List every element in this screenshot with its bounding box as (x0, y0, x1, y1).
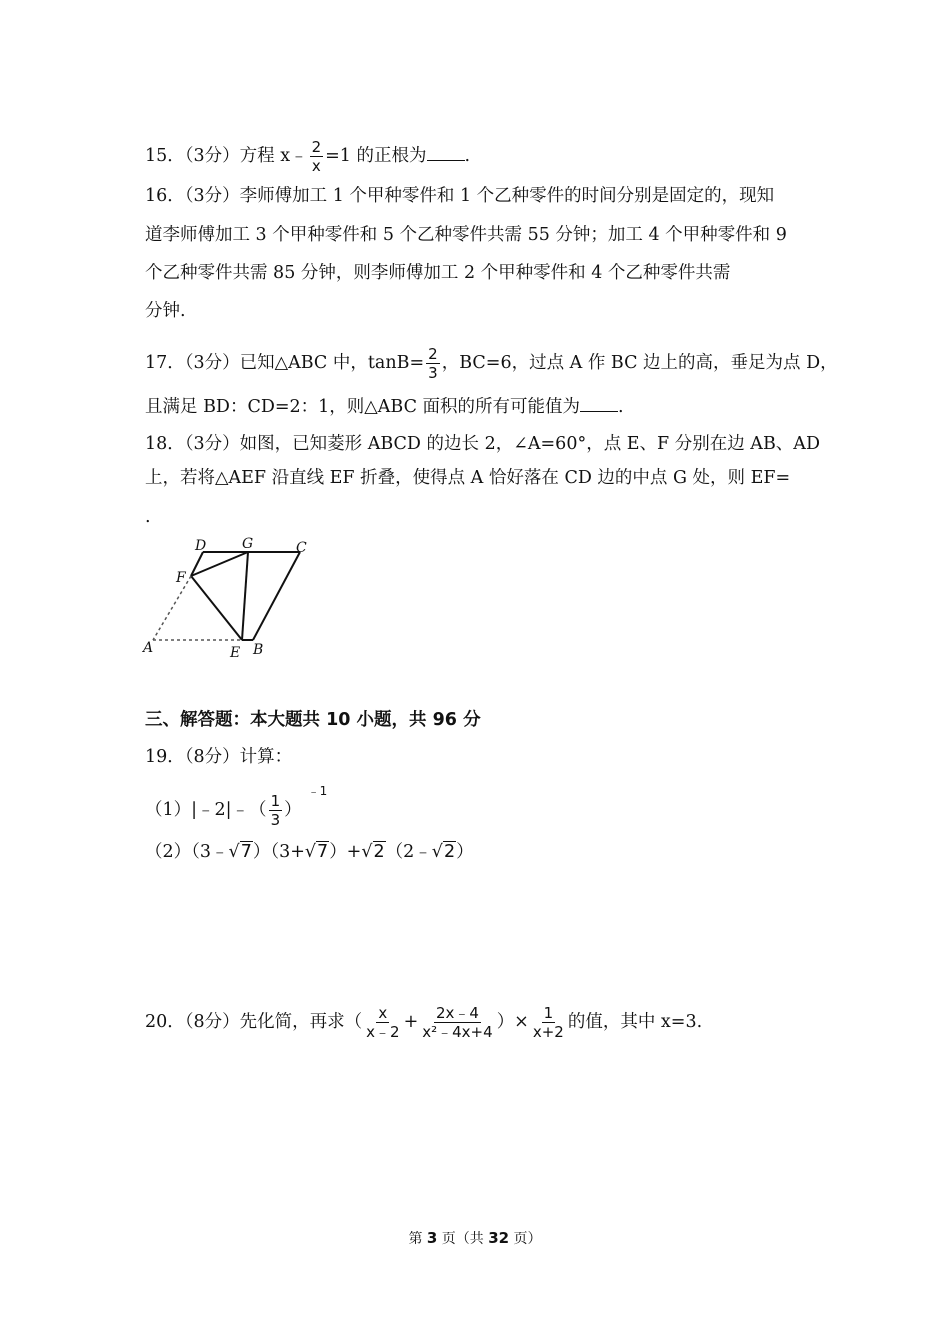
q17-frac-den: 3 (428, 364, 438, 382)
q19-p1-num: 1 (270, 792, 281, 810)
label-c: C (296, 540, 307, 556)
q20-plus: + (403, 1012, 419, 1032)
q15-answer-blank (427, 146, 465, 161)
q17-line-2-text: 且满足 BD：CD=2：1，则△ABC 面积的所有可能值为 (145, 397, 581, 417)
section-3-heading: 三、解答题：本大题共 10 小题，共 96 分 (145, 710, 481, 730)
q17-text-post: ，BC=6，过点 A 作 BC 边上的高，垂足为点 D， (441, 353, 838, 373)
footer-pre: 第 (408, 1231, 427, 1247)
q17-line-2 (145, 395, 624, 419)
question-20 (145, 1004, 702, 1041)
sqrt-2-b-radicand: 2 (443, 842, 456, 862)
sqrt-2-a: √2 (361, 842, 385, 862)
q18-line-3: . (145, 507, 151, 527)
q15-fraction (310, 138, 324, 175)
q16-line-3: 个乙种零件共需 85 分钟，则李师傅加工 2 个甲种零件和 4 个乙种零件共需 (145, 263, 731, 283)
q17-fraction (426, 345, 440, 382)
label-d: D (195, 538, 207, 554)
q19-p2-a: （2）（3﹣ (145, 842, 229, 862)
q19-p2-c: ）（3+ (252, 842, 305, 862)
q20-f3-num: 1 (543, 1004, 554, 1022)
edge-cb (253, 552, 300, 640)
q17-answer-blank (580, 397, 618, 412)
q16-line-2: 道李师傅加工 3 个甲种零件和 5 个乙种零件共需 55 分钟；加工 4 个甲种零件和 9 (145, 225, 787, 245)
q17-frac-num: 2 (428, 345, 438, 363)
question-15 (145, 138, 470, 175)
q20-f1-den: x﹣2 (366, 1023, 400, 1041)
q20-fraction-2 (420, 1004, 494, 1041)
q19-p1-den: 3 (270, 811, 281, 829)
edge-ge (242, 552, 248, 640)
sqrt-7-a: √7 (228, 842, 252, 862)
label-e: E (230, 645, 241, 660)
q18-line-1: 18．（3分）如图，已知菱形 ABCD 的边长 2，∠A=60°，点 E、F 分别在边 AB、AD (145, 434, 820, 454)
q20-fraction-3 (531, 1004, 566, 1041)
q19-part-1 (145, 784, 328, 829)
q20-post: 的值，其中 x=3. (567, 1012, 703, 1032)
sqrt-7-b-radicand: 7 (317, 842, 329, 862)
q15-frac-den: x (311, 157, 321, 175)
q19-p1-fraction (269, 792, 283, 829)
q20-pre: 20．（8分）先化简，再求（ (145, 1012, 363, 1032)
rhombus-figure (140, 530, 330, 660)
q19-p1-post: ） (284, 800, 302, 820)
q19-part-2 (145, 840, 474, 864)
q20-times: ）× (496, 1012, 529, 1032)
q16-line-4: 分钟. (145, 301, 186, 321)
sqrt-7-b: √7 (304, 842, 329, 862)
q20-f2-num: 2x﹣4 (435, 1004, 479, 1022)
q20-f2-den: x²﹣4x+4 (422, 1023, 493, 1041)
edge-fe (191, 576, 242, 640)
label-f: F (176, 570, 186, 586)
sqrt-7-a-radicand: 7 (240, 842, 252, 862)
q20-f1-num: x (378, 1004, 388, 1022)
page-footer (0, 1228, 950, 1248)
q19-title: 19．（8分）计算： (145, 747, 293, 767)
q19-p1-exponent: ﹣1 (307, 784, 328, 798)
q19-p2-e: ）+ (329, 842, 362, 862)
label-g: G (242, 536, 254, 552)
label-b: B (253, 642, 264, 658)
q20-fraction-1 (364, 1004, 401, 1041)
q15-text-pre: 15．（3分）方程 x﹣ (145, 146, 308, 166)
q20-f3-den: x+2 (532, 1023, 564, 1041)
sqrt-2-b: √2 (431, 842, 456, 862)
q19-p2-i: ） (456, 842, 474, 862)
q17-end: . (618, 397, 624, 417)
q15-frac-num: 2 (311, 138, 322, 156)
edge-fg (191, 552, 248, 576)
question-17 (145, 345, 838, 382)
q15-text-post: =1 的正根为 (325, 146, 427, 166)
footer-page-number: 3 (426, 1229, 438, 1247)
label-a: A (143, 640, 154, 656)
sqrt-2-a-radicand: 2 (373, 842, 385, 862)
q16-line-1: 16．（3分）李师傅加工 1 个甲种零件和 1 个乙种零件的时间分别是固定的，现知 (145, 186, 775, 206)
footer-total-pages: 32 (488, 1229, 510, 1247)
footer-post: 页） (509, 1231, 542, 1247)
q19-p2-g: （2﹣ (385, 842, 432, 862)
footer-mid: 页（共 (437, 1231, 489, 1247)
q15-end: . (464, 146, 471, 166)
q19-p1-pre: （1）|﹣2|﹣（ (145, 800, 267, 820)
q17-text-pre: 17．（3分）已知△ABC 中，tanB= (145, 353, 425, 373)
q18-line-2: 上，若将△AEF 沿直线 EF 折叠，使得点 A 恰好落在 CD 边的中点 G 处，则 EF= (145, 468, 791, 488)
